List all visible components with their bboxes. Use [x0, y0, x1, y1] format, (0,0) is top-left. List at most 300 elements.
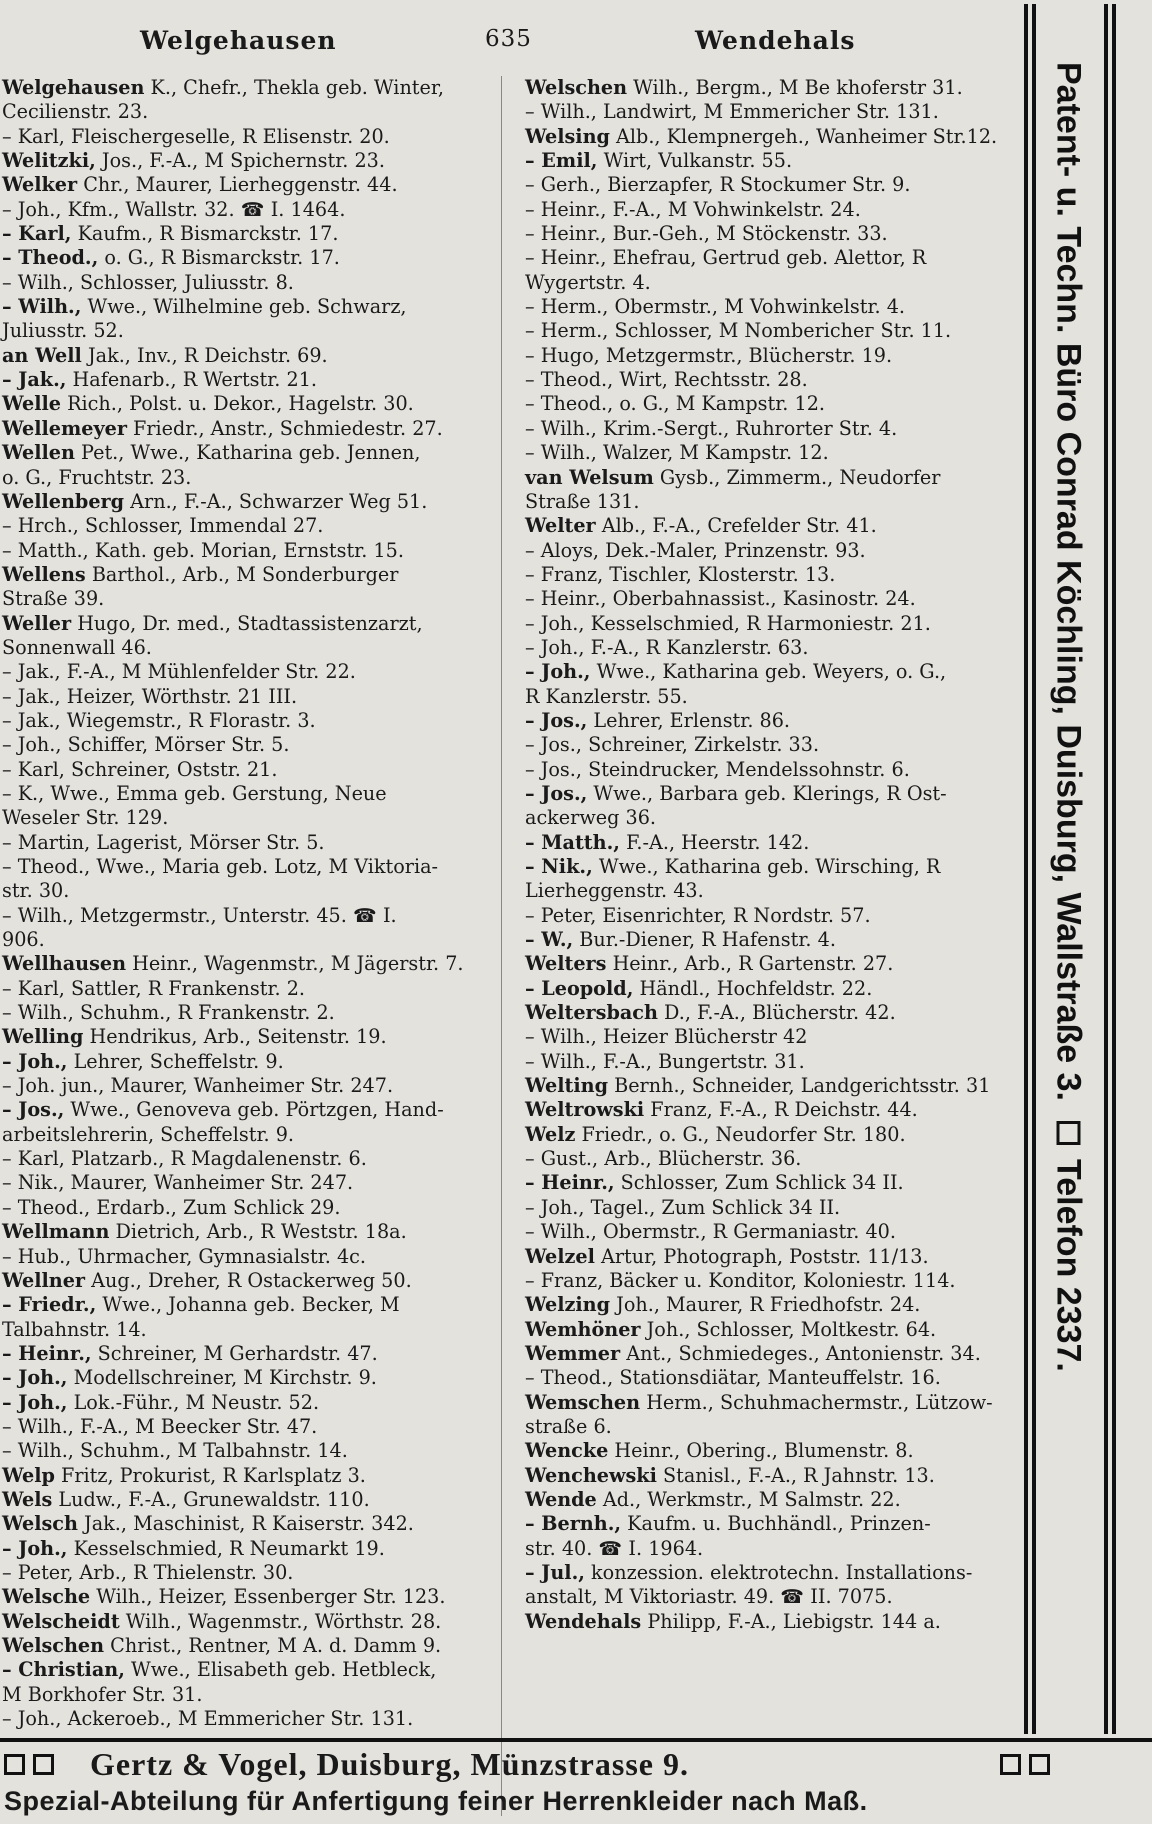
right-column: [525, 76, 1025, 1634]
entry-text: Hafenarb., R Wertstr. 21.: [66, 368, 318, 392]
directory-entry: [525, 636, 1025, 660]
directory-entry: [2, 928, 496, 952]
entry-surname: – Theod.,: [2, 246, 99, 270]
directory-entry: [525, 1415, 1025, 1439]
directory-entry: [525, 904, 1025, 928]
entry-text: – Karl, Schreiner, Oststr. 21.: [2, 757, 278, 781]
entry-text: Schreiner, M Gerhardstr. 47.: [91, 1341, 378, 1365]
entry-text: Heinr., Obering., Blumenstr. 8.: [608, 1439, 914, 1463]
entry-text: Wwe., Genoveva geb. Pörtzgen, Hand-: [64, 1098, 444, 1122]
entry-text: Jos., F.-A., M Spichernstr. 23.: [95, 149, 385, 173]
entry-text: – Aloys, Dek.-Maler, Prinzenstr. 93.: [525, 538, 866, 562]
directory-entry: [2, 1366, 496, 1390]
entry-surname: – Friedr.,: [2, 1293, 97, 1317]
entry-text: Heinr., Arb., R Gartenstr. 27.: [606, 952, 894, 976]
entry-text: arbeitslehrerin, Scheffelstr. 9.: [2, 1122, 295, 1146]
directory-entry: [2, 1415, 496, 1439]
square-ornaments-left: [4, 1746, 62, 1783]
directory-entry: [525, 831, 1025, 855]
entry-surname: Wemhöner: [525, 1317, 641, 1341]
entry-text: Weseler Str. 129.: [2, 806, 169, 830]
entry-text: – Wilh., Walzer, M Kampstr. 12.: [525, 441, 829, 465]
entry-surname: – Nik.,: [525, 855, 593, 878]
entry-text: anstalt, M Viktoriastr. 49. ☎ II. 7075.: [525, 1585, 893, 1609]
directory-entry: [525, 587, 1025, 611]
directory-entry: [2, 344, 496, 368]
directory-entry: [525, 1098, 1025, 1122]
entry-text: Schlosser, Zum Schlick 34 II.: [614, 1171, 904, 1195]
entry-text: Kaufm. u. Buchhändl., Prinzen-: [621, 1512, 931, 1536]
side-rule: [1112, 4, 1116, 1734]
entry-text: – Jak., Heizer, Wörthstr. 21 III.: [2, 684, 298, 708]
entry-surname: Welschen: [2, 1634, 105, 1657]
entry-text: Lehrer, Scheffelstr. 9.: [67, 1049, 284, 1073]
entry-text: – Gust., Arb., Blücherstr. 36.: [525, 1147, 802, 1171]
directory-entry: [2, 1050, 496, 1074]
entry-surname: Welter: [525, 514, 596, 538]
entry-text: – Wilh., Krim.-Sergt., Ruhrorter Str. 4.: [525, 416, 898, 440]
directory-entry: [525, 100, 1025, 124]
entry-text: – K., Wwe., Emma geb. Gerstung, Neue: [2, 781, 387, 805]
side-rule: [1104, 4, 1108, 1734]
entry-text: – Wilh., F.-A., M Beecker Str. 47.: [2, 1414, 318, 1438]
entry-text: Wwe., Barbara geb. Klerings, R Ost-: [587, 781, 947, 805]
entry-text: Wirt, Vulkanstr. 55.: [597, 149, 793, 173]
directory-entry: [525, 1001, 1025, 1025]
footer-advert-line-1: [0, 1746, 1152, 1782]
directory-entry: [2, 1658, 496, 1682]
directory-entry: [2, 1269, 496, 1293]
entry-text: – Theod., o. G., M Kampstr. 12.: [525, 392, 826, 416]
entry-text: R Kanzlerstr. 55.: [525, 684, 688, 708]
entry-text: – Jos., Schreiner, Zirkelstr. 33.: [525, 733, 820, 757]
directory-entry: [2, 539, 496, 563]
directory-entry: [2, 1439, 496, 1463]
directory-entry: [2, 1171, 496, 1195]
directory-entry: [525, 441, 1025, 465]
directory-entry: [525, 1464, 1025, 1488]
entry-surname: – Joh.,: [525, 660, 591, 684]
directory-entry: [2, 904, 496, 928]
directory-entry: [2, 1464, 496, 1488]
entry-surname: Wenchewski: [525, 1463, 657, 1487]
entry-text: Wilh., Wagenmstr., Wörthstr. 28.: [119, 1609, 442, 1633]
directory-entry: [525, 222, 1025, 246]
entry-surname: Welters: [525, 952, 607, 976]
directory-entry: [525, 1318, 1025, 1342]
directory-entry: [2, 1074, 496, 1098]
entry-surname: Welzel: [525, 1244, 595, 1268]
footer-rule: [0, 1738, 1152, 1742]
entry-surname: Welzing: [525, 1293, 611, 1317]
directory-entry: [2, 1342, 496, 1366]
directory-entry: [525, 271, 1025, 295]
entry-text: – Heinr., Bur.-Geh., M Stöckenstr. 33.: [525, 222, 888, 246]
directory-entry: [2, 1196, 496, 1220]
directory-entry: [2, 1707, 496, 1731]
directory-entry: [2, 100, 496, 124]
directory-entry: [525, 1269, 1025, 1293]
entry-text: Ad., Werkmstr., M Salmstr. 22.: [596, 1487, 901, 1511]
entry-text: 906.: [2, 928, 45, 952]
entry-surname: – Jak.,: [2, 368, 67, 392]
entry-text: – Wilh., Obermstr., R Germaniastr. 40.: [525, 1220, 896, 1244]
directory-entry: [525, 782, 1025, 806]
footer-tagline: Spezial-Abteilung für Anfertigung feiner Herrenkleider nach Maß.: [4, 1786, 868, 1816]
entry-text: – Wilh., F.-A., Bungertstr. 31.: [525, 1049, 805, 1073]
directory-entry: [2, 368, 496, 392]
entry-text: – Wilh., Landwirt, M Emmericher Str. 131.: [525, 100, 939, 124]
entry-text: Joh., Schlosser, Moltkestr. 64.: [640, 1317, 937, 1341]
entry-text: Friedr., o. G., Neudorfer Str. 180.: [575, 1122, 906, 1146]
entry-text: – Theod., Wwe., Maria geb. Lotz, M Viktoria-: [2, 855, 439, 878]
directory-entry: [525, 977, 1025, 1001]
entry-text: str. 30.: [2, 879, 70, 903]
entry-text: Händl., Hochfeldstr. 22.: [633, 976, 873, 1000]
directory-entry: [525, 1074, 1025, 1098]
entry-surname: – Joh.,: [2, 1390, 68, 1414]
entry-surname: Weltrowski: [525, 1098, 645, 1122]
entry-text: Wwe., Katharina geb. Weyers, o. G.,: [590, 660, 947, 684]
directory-entry: [525, 1561, 1025, 1585]
column-divider: [501, 76, 502, 1816]
entry-text: – Jak., F.-A., M Mühlenfelder Str. 22.: [2, 660, 356, 684]
directory-entry: [525, 1147, 1025, 1171]
entry-surname: – Matth.,: [525, 830, 620, 854]
entry-surname: Wellen: [2, 441, 75, 465]
entry-text: Stanisl., F.-A., R Jahnstr. 13.: [656, 1463, 935, 1487]
directory-entry: [2, 246, 496, 270]
entry-text: straße 6.: [525, 1414, 612, 1438]
entry-text: Lierheggenstr. 43.: [525, 879, 704, 903]
entry-text: Arn., F.-A., Schwarzer Weg 51.: [124, 489, 428, 513]
entry-text: – Hugo, Metzgermstr., Blücherstr. 19.: [525, 343, 893, 367]
entry-text: – Joh. jun., Maurer, Wanheimer Str. 247.: [2, 1074, 394, 1098]
entry-text: Wwe., Johanna geb. Becker, M: [96, 1293, 400, 1317]
entry-text: Barthol., Arb., M Sonderburger: [85, 562, 399, 586]
entry-text: Heinr., Wagenmstr., M Jägerstr. 7.: [126, 952, 464, 976]
entry-text: Lehrer, Erlenstr. 86.: [587, 708, 791, 732]
entry-surname: Wellner: [2, 1268, 86, 1292]
directory-entry: [2, 514, 496, 538]
entry-text: Jak., Inv., R Deichstr. 69.: [81, 343, 328, 367]
directory-entry: [525, 1610, 1025, 1634]
entry-text: – Joh., F.-A., R Kanzlerstr. 63.: [525, 635, 809, 659]
entry-surname: – Leopold,: [525, 976, 634, 1000]
directory-entry: [2, 271, 496, 295]
entry-text: Jak., Maschinist, R Kaiserstr. 342.: [77, 1512, 414, 1536]
entry-text: o. G., R Bismarckstr. 17.: [98, 246, 340, 270]
entry-text: Talbahnstr. 14.: [2, 1317, 147, 1341]
entry-text: – Franz, Bäcker u. Konditor, Koloniestr. 114.: [525, 1268, 956, 1292]
side-advert-text: Patent- u. Techn. Büro Conrad Köchling, Duisburg, Wallstraße 3.: [1049, 62, 1088, 1101]
directory-entry: [2, 319, 496, 343]
directory-entry: [2, 1683, 496, 1707]
directory-entry: [2, 1098, 496, 1122]
directory-entry: [2, 1537, 496, 1561]
entry-surname: Wellenberg: [2, 489, 125, 513]
entry-text: str. 40. ☎ I. 1964.: [525, 1536, 704, 1560]
directory-entry: [2, 831, 496, 855]
directory-entry: [525, 1512, 1025, 1536]
directory-entry: [2, 1220, 496, 1244]
entry-text: – Wilh., Schuhm., R Frankenstr. 2.: [2, 1001, 335, 1025]
directory-entry: [2, 1634, 496, 1658]
directory-entry: [2, 490, 496, 514]
entry-surname: Wencke: [525, 1439, 609, 1463]
entry-text: – Joh., Kesselschmied, R Harmoniestr. 21.: [525, 611, 931, 635]
directory-entry: [2, 806, 496, 830]
entry-text: Straße 39.: [2, 587, 105, 611]
entry-text: – Franz, Tischler, Klosterstr. 13.: [525, 562, 836, 586]
directory-entry: [2, 709, 496, 733]
entry-text: Bernh., Schneider, Landgerichtsstr. 31: [608, 1074, 991, 1098]
running-head-right: Wendehals: [695, 26, 856, 55]
entry-text: Lok.-Führ., M Neustr. 52.: [67, 1390, 320, 1414]
entry-text: – Jos., Steindrucker, Mendelssohnstr. 6.: [525, 757, 910, 781]
directory-entry: [525, 125, 1025, 149]
entry-text: – Heinr., F.-A., M Vohwinkelstr. 24.: [525, 197, 861, 221]
entry-text: Kesselschmied, R Neumarkt 19.: [67, 1536, 385, 1560]
entry-surname: – Emil,: [525, 149, 598, 173]
entry-surname: Welz: [525, 1122, 576, 1146]
directory-entry: [525, 392, 1025, 416]
entry-text: Christ., Rentner, M A. d. Damm 9.: [104, 1634, 442, 1657]
entry-surname: Welker: [2, 173, 78, 197]
directory-entry: [2, 125, 496, 149]
directory-entry: [525, 1220, 1025, 1244]
directory-entry: [525, 76, 1025, 100]
entry-text: – Karl, Fleischergeselle, R Elisenstr. 20.: [2, 124, 390, 148]
entry-text: Wilh., Heizer, Essenberger Str. 123.: [90, 1585, 446, 1609]
entry-text: Wwe., Katharina geb. Wirsching, R: [592, 855, 941, 878]
directory-entry: [2, 758, 496, 782]
directory-entry: [2, 612, 496, 636]
directory-entry: [525, 368, 1025, 392]
entry-surname: Welp: [2, 1463, 55, 1487]
directory-entry: [525, 1585, 1025, 1609]
directory-entry: [525, 539, 1025, 563]
directory-entry: [2, 198, 496, 222]
directory-entry: [2, 952, 496, 976]
directory-entry: [2, 417, 496, 441]
entry-text: Gysb., Zimmerm., Neudorfer: [653, 465, 941, 489]
directory-entry: [525, 1245, 1025, 1269]
entry-surname: Wemmer: [525, 1341, 621, 1365]
directory-entry: [525, 149, 1025, 173]
entry-surname: – Joh.,: [2, 1366, 68, 1390]
directory-entry: [525, 490, 1025, 514]
directory-entry: [2, 733, 496, 757]
entry-surname: – Heinr.,: [525, 1171, 615, 1195]
directory-entry: [525, 246, 1025, 270]
directory-entry: [525, 417, 1025, 441]
directory-entry: [525, 319, 1025, 343]
entry-text: – Karl, Sattler, R Frankenstr. 2.: [2, 976, 306, 1000]
footer-company: Gertz & Vogel, Duisburg, Münzstrasse 9.: [90, 1746, 689, 1782]
entry-text: – Hub., Uhrmacher, Gymnasialstr. 4c.: [2, 1244, 367, 1268]
square-ornaments-right: [1000, 1746, 1058, 1783]
entry-text: Wilh., Bergm., M Be khoferstr 31.: [627, 76, 963, 99]
entry-text: Dietrich, Arb., R Weststr. 18a.: [109, 1220, 407, 1244]
footer-advert-line-2: [0, 1786, 1152, 1820]
entry-surname: Welgehausen: [2, 76, 145, 99]
directory-entry: [2, 1245, 496, 1269]
entry-text: Herm., Schuhmachermstr., Lützow-: [640, 1390, 993, 1414]
entry-text: Hugo, Dr. med., Stadtassistenzarzt,: [71, 611, 423, 635]
entry-surname: Welsch: [2, 1512, 78, 1536]
directory-entry: [525, 952, 1025, 976]
directory-entry: [2, 1001, 496, 1025]
entry-surname: Welting: [525, 1074, 608, 1098]
directory-entry: [525, 879, 1025, 903]
directory-entry: [525, 660, 1025, 684]
square-ornament-icon: [1056, 1121, 1080, 1145]
entry-surname: Welitzki,: [2, 149, 96, 173]
entry-surname: Wels: [2, 1487, 53, 1511]
directory-entry: [525, 344, 1025, 368]
directory-entry: [2, 563, 496, 587]
entry-text: Joh., Maurer, R Friedhofstr. 24.: [610, 1293, 921, 1317]
entry-text: Modellschreiner, M Kirchstr. 9.: [67, 1366, 377, 1390]
entry-text: – Wilh., Metzgermstr., Unterstr. 45. ☎ I.: [2, 903, 397, 927]
directory-entry: [2, 173, 496, 197]
side-rule: [1032, 4, 1036, 1734]
entry-text: Sonnenwall 46.: [2, 635, 152, 659]
entry-text: – Jak., Wiegemstr., R Florastr. 3.: [2, 708, 316, 732]
entry-text: – Theod., Erdarb., Zum Schlick 29.: [2, 1195, 341, 1219]
running-head-left: Welgehausen: [140, 26, 337, 55]
directory-entry: [2, 782, 496, 806]
entry-text: Pet., Wwe., Katharina geb. Jennen,: [74, 441, 421, 465]
entry-surname: Welschen: [525, 76, 628, 99]
directory-entry: [525, 612, 1025, 636]
left-column: [2, 76, 496, 1731]
entry-text: Bur.-Diener, R Hafenstr. 4.: [573, 928, 836, 952]
entry-text: – Wilh., Heizer Blücherstr 42: [525, 1025, 808, 1049]
entry-text: K., Chefr., Thekla geb. Winter,: [144, 76, 445, 99]
side-advert: [1049, 62, 1088, 1372]
directory-entry: [2, 1123, 496, 1147]
entry-surname: Wellmann: [2, 1220, 110, 1244]
directory-entry: [525, 928, 1025, 952]
entry-text: – Theod., Stationsdiätar, Manteuffelstr. 16.: [525, 1366, 941, 1390]
entry-surname: – Christian,: [2, 1658, 125, 1682]
entry-text: Fritz, Prokurist, R Karlsplatz 3.: [54, 1463, 366, 1487]
square-ornament-icon: [1000, 1754, 1021, 1775]
entry-text: Artur, Photograph, Poststr. 11/13.: [594, 1244, 929, 1268]
entry-surname: – Joh.,: [2, 1536, 68, 1560]
entry-surname: – Wilh.,: [2, 295, 82, 319]
directory-entry: [525, 173, 1025, 197]
entry-text: Juliusstr. 52.: [2, 319, 124, 343]
entry-text: – Wilh., Schuhm., M Talbahnstr. 14.: [2, 1439, 348, 1463]
entry-text: Chr., Maurer, Lierheggenstr. 44.: [77, 173, 398, 197]
directory-entry: [525, 1196, 1025, 1220]
directory-entry: [525, 733, 1025, 757]
entry-text: Ant., Schmiedeges., Antonienstr. 34.: [620, 1341, 981, 1365]
square-ornament-icon: [1029, 1754, 1050, 1775]
directory-entry: [525, 198, 1025, 222]
directory-entry: [525, 758, 1025, 782]
entry-text: – Karl, Platzarb., R Magdalenenstr. 6.: [2, 1147, 367, 1171]
directory-entry: [525, 1293, 1025, 1317]
entry-text: Hendrikus, Arb., Seitenstr. 19.: [83, 1025, 387, 1049]
square-ornament-icon: [33, 1754, 54, 1775]
entry-surname: Wende: [525, 1487, 597, 1511]
entry-text: ackerweg 36.: [525, 806, 657, 830]
directory-entry: [2, 879, 496, 903]
directory-entry: [2, 1293, 496, 1317]
entry-text: – Heinr., Oberbahnassist., Kasinostr. 24.: [525, 587, 916, 611]
directory-entry: [2, 295, 496, 319]
directory-entry: [2, 392, 496, 416]
directory-entry: [525, 855, 1025, 879]
entry-text: Cecilienstr. 23.: [2, 100, 149, 124]
directory-entry: [525, 1050, 1025, 1074]
entry-surname: – Jos.,: [525, 781, 588, 805]
entry-text: Alb., F.-A., Crefelder Str. 41.: [595, 514, 877, 538]
page-number: 635: [485, 26, 532, 52]
directory-entry: [2, 1610, 496, 1634]
directory-entry: [525, 1391, 1025, 1415]
entry-text: – Theod., Wirt, Rechtsstr. 28.: [525, 368, 808, 392]
entry-text: Wwe., Elisabeth geb. Hetbleck,: [124, 1658, 437, 1682]
entry-text: – Joh., Tagel., Zum Schlick 34 II.: [525, 1195, 841, 1219]
directory-entry: [525, 685, 1025, 709]
directory-entry: [2, 685, 496, 709]
entry-text: – Hrch., Schlosser, Immendal 27.: [2, 514, 324, 538]
directory-entry: [2, 222, 496, 246]
entry-text: – Peter, Eisenrichter, R Nordstr. 57.: [525, 903, 871, 927]
directory-entry: [525, 295, 1025, 319]
directory-entry: [525, 1171, 1025, 1195]
directory-entry: [2, 660, 496, 684]
directory-entry: [2, 1561, 496, 1585]
directory-entry: [2, 441, 496, 465]
directory-entry: [2, 587, 496, 611]
directory-entry: [2, 1147, 496, 1171]
directory-entry: [2, 1512, 496, 1536]
entry-text: D., F.-A., Blücherstr. 42.: [657, 1001, 896, 1025]
entry-surname: – Jos.,: [525, 708, 588, 732]
entry-surname: – Jos.,: [2, 1098, 65, 1122]
entry-text: konzession. elektrotechn. Installations-: [584, 1560, 973, 1584]
entry-text: – Martin, Lagerist, Mörser Str. 5.: [2, 830, 325, 854]
entry-surname: – Jul.,: [525, 1560, 585, 1584]
entry-text: M Borkhofer Str. 31.: [2, 1682, 203, 1706]
entry-surname: Welle: [2, 392, 61, 416]
directory-entry: [2, 1025, 496, 1049]
directory-entry: [525, 806, 1025, 830]
directory-entry: [2, 1318, 496, 1342]
entry-surname: Wemschen: [525, 1390, 641, 1414]
entry-text: Aug., Dreher, R Ostackerweg 50.: [85, 1268, 412, 1292]
entry-surname: Welscheidt: [2, 1609, 120, 1633]
entry-text: F.-A., Heerstr. 142.: [619, 830, 810, 854]
entry-text: – Heinr., Ehefrau, Gertrud geb. Alettor, R: [525, 246, 927, 270]
entry-surname: an Well: [2, 343, 82, 367]
entry-text: Philipp, F.-A., Liebigstr. 144 a.: [641, 1609, 941, 1633]
directory-entry: [2, 855, 496, 879]
entry-text: – Joh., Ackeroeb., M Emmericher Str. 131.: [2, 1707, 414, 1731]
entry-text: o. G., Fruchtstr. 23.: [2, 465, 192, 489]
entry-text: Friedr., Anstr., Schmiedestr. 27.: [126, 416, 443, 440]
entry-surname: – Bernh.,: [525, 1512, 622, 1536]
entry-surname: Welsche: [2, 1585, 91, 1609]
directory-entry: [2, 149, 496, 173]
entry-surname: – Heinr.,: [2, 1341, 92, 1365]
